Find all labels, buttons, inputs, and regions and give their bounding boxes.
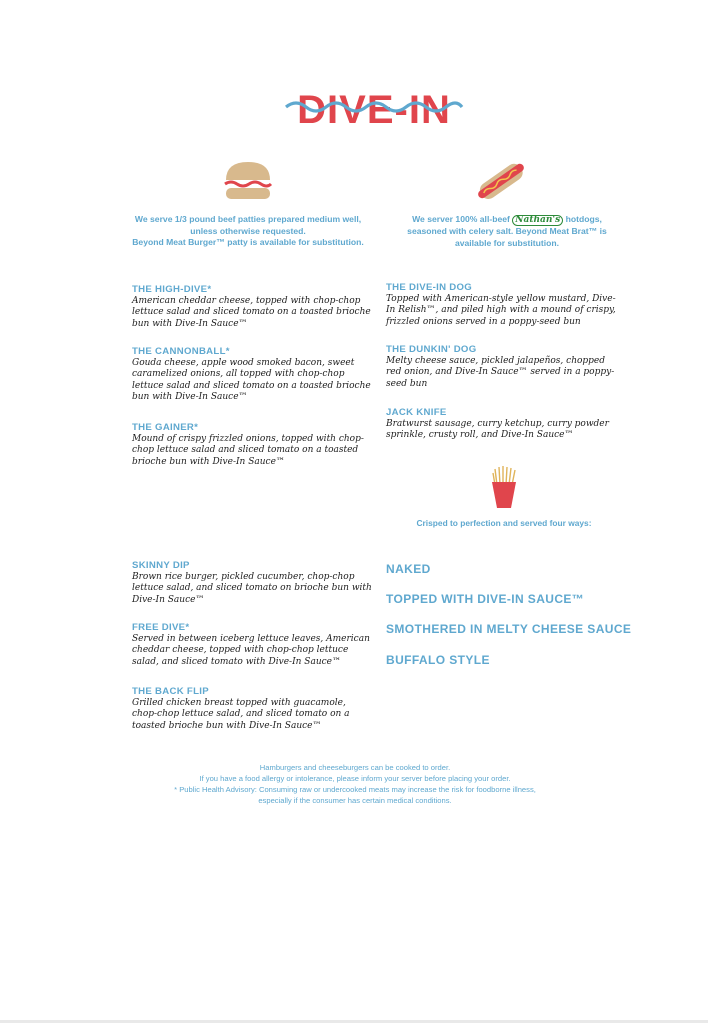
- footer-line: If you have a food allergy or intolerance, please inform your server before placing your order.: [199, 774, 511, 783]
- item-title: THE GAINER*: [132, 422, 199, 433]
- item-title: THE CANNONBALL*: [132, 346, 230, 357]
- item-description: American cheddar cheese, topped with chop-chop lettuce salad and sliced tomato on a toasted brioche bun with Dive-In Sauce™: [132, 296, 371, 329]
- dive-in-logo: [284, 86, 464, 132]
- fries-style-dive-in-sauce: TOPPED WITH DIVE-IN SAUCE™: [386, 592, 585, 606]
- footer-line: especially if the consumer has certain medical conditions.: [258, 796, 452, 805]
- footer-notes: [150, 762, 560, 806]
- menu-item-jack-knife: [386, 407, 622, 442]
- item-description: Served in between iceberg lettuce leaves, American cheddar cheese, topped with chop-chop lettuce salad, and sliced tomato with Dive-In Sauce™: [132, 634, 370, 667]
- item-title: THE HIGH-DIVE*: [132, 284, 212, 295]
- item-title: SKINNY DIP: [132, 560, 190, 571]
- fries-style-cheese-sauce: SMOTHERED IN MELTY CHEESE SAUCE: [386, 622, 632, 636]
- hotdog-intro: We server 100% all-beef Nathan's hotdogs, seasoned with celery salt. Beyond Meat Brat™ is available for substitution.: [407, 214, 607, 248]
- item-description: Bratwurst sausage, curry ketchup, curry powder sprinkle, crusty roll, and Dive-In Sauce™: [386, 419, 609, 441]
- menu-item-high-dive: [132, 284, 372, 330]
- fries-style-buffalo: BUFFALO STYLE: [386, 653, 490, 667]
- fries-style-naked: NAKED: [386, 562, 431, 576]
- footer-line: Hamburgers and cheeseburgers can be cooked to order.: [259, 763, 451, 772]
- item-title: THE DUNKIN' DOG: [386, 344, 477, 355]
- logo-text: DIVE-IN: [297, 88, 451, 132]
- footer-line: * Public Health Advisory: Consuming raw or undercooked meats may increase the risk for foodborne illness,: [174, 785, 536, 794]
- item-description: Topped with American-style yellow mustard, Dive-In Relish™, and piled high with a mound of crispy, frizzled onions served in a poppy-seed bun: [386, 294, 616, 327]
- menu-item-skinny-dip: [132, 560, 372, 606]
- fries-icon: [489, 465, 519, 509]
- item-description: Brown rice burger, pickled cucumber, chop-chop lettuce salad, and sliced tomato on brioche bun with Dive-In Sauce™: [132, 572, 372, 605]
- menu-item-dunkin-dog: [386, 344, 622, 390]
- menu-item-free-dive: [132, 622, 372, 668]
- fries-intro: Crisped to perfection and served four ways:: [416, 518, 592, 528]
- item-description: Mound of crispy frizzled onions, topped with chop-chop lettuce salad and sliced tomato on a toasted brioche bun with Dive-In Sauce™: [132, 434, 364, 467]
- item-title: THE DIVE-IN DOG: [386, 282, 473, 293]
- nathans-logo: Nathan's: [512, 215, 563, 226]
- menu-item-back-flip: [132, 686, 372, 732]
- burger-icon: [222, 160, 274, 202]
- item-description: Gouda cheese, apple wood smoked bacon, sweet caramelized onions, all topped with chop-chop lettuce salad and sliced tomato on a toasted brioche bun with Dive-In Sauce™: [132, 358, 371, 403]
- item-title: JACK KNIFE: [386, 407, 447, 418]
- menu-item-gainer: [132, 422, 372, 468]
- menu-item-cannonball: [132, 346, 372, 404]
- hotdog-icon: [474, 157, 528, 205]
- menu-item-dive-in-dog: [386, 282, 622, 328]
- item-description: Grilled chicken breast topped with guacamole, chop-chop lettuce salad, and sliced tomato on a toasted brioche bun with Dive-In Sauce™: [132, 698, 350, 731]
- item-description: Melty cheese sauce, pickled jalapeños, chopped red onion, and Dive-In Sauce™ served in a poppy-seed bun: [386, 356, 615, 389]
- item-title: THE BACK FLIP: [132, 686, 209, 697]
- item-title: FREE DIVE*: [132, 622, 190, 633]
- burger-intro: We serve 1/3 pound beef patties prepared medium well, unless otherwise requested. Beyond Meat Burger™ patty is available for substitution.: [132, 214, 364, 247]
